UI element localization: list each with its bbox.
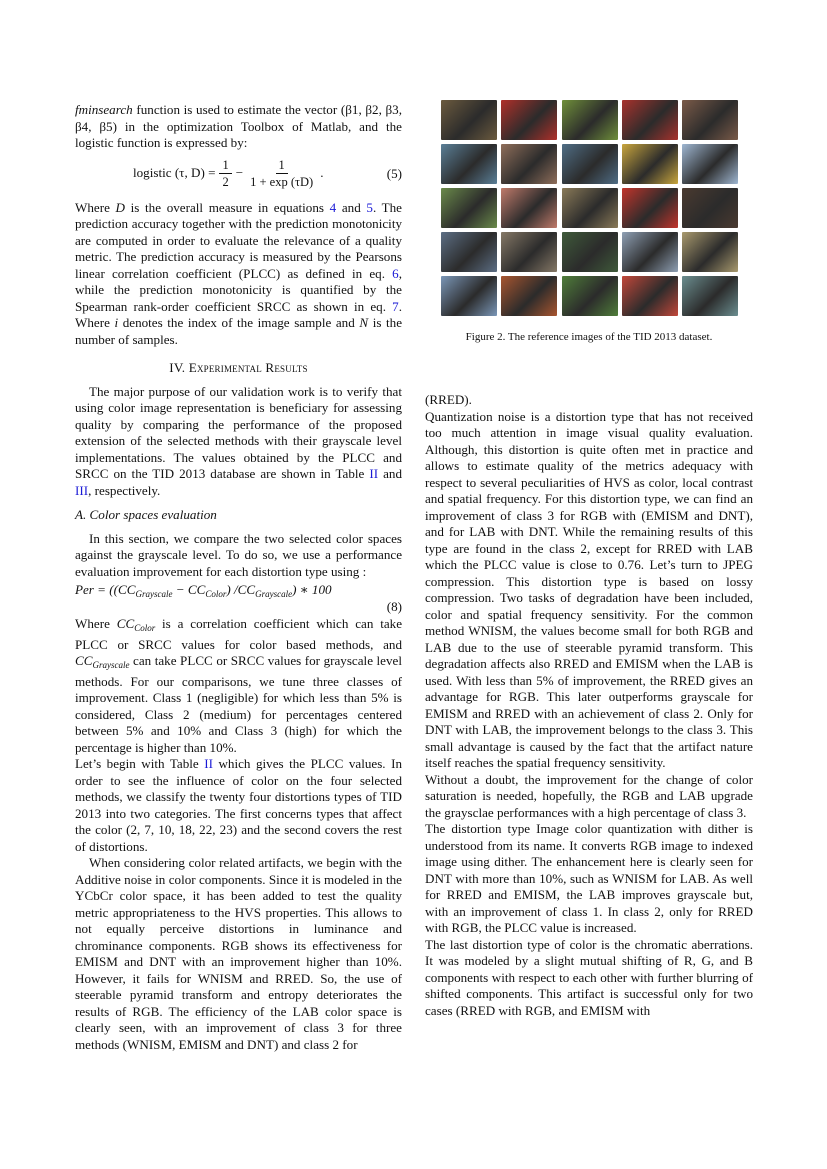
figure-thumbnail-grid xyxy=(441,100,738,316)
ref-eq-4[interactable]: 4 xyxy=(329,199,337,215)
eq5-dot: . xyxy=(320,164,324,180)
paragraph-correlation xyxy=(75,616,402,756)
right-column xyxy=(425,392,753,1019)
p5-text-a: Where xyxy=(75,616,117,631)
reference-image-thumbnail xyxy=(622,100,678,140)
reference-image-thumbnail xyxy=(501,276,557,316)
paragraph-color-artifacts: When considering color related artifacts, we begin with the Additive noise in color components. Since it is modeled in the YCbCr color space, it has been added to test the quality metric appropriateness to the HVS properties. This allows to not equally perceive distortions in luminance and chrominance components. RGB shows its effectiveness for EMISM and DNT with an improvement higher than 10%. However, it fails for WNISM and RRED. So, the use of steerable pyramid transform and entropy deteriorates the results of RGB. The efficiency of the LAB color space is clearly seen, with an improvement of class 3 for three methods (WNISM, EMISM and DNT) and class 2 for xyxy=(75,855,402,1052)
eq5-fraction-exp xyxy=(247,158,316,189)
reference-image-thumbnail xyxy=(562,100,618,140)
ref-table-ii-2[interactable]: II xyxy=(204,756,213,771)
paragraph-fminsearch: fminsearch function is used to estimate the vector (β1, β2, β3, β4, β5) in the optimization Toolbox of Matlab, and the logistic function is expressed by: xyxy=(75,102,402,150)
equation-8-body xyxy=(75,582,332,603)
reference-image-thumbnail xyxy=(441,232,497,272)
reference-image-thumbnail xyxy=(622,144,678,184)
left-column xyxy=(75,102,402,1053)
paragraph-fminsearch-rest: in the optimization Toolbox of Matlab, and the logistic function is expressed by: xyxy=(75,118,402,150)
eq5-f2-den: 1 + exp (τD) xyxy=(250,174,314,189)
p2-text-g: is the number of samples. xyxy=(75,315,403,347)
p5-text-c: can take PLCC or SRCC values for grayscale level methods. For our comparisons, we tune three classes of improvement. Class 1 (negligible) for which less than 5% is considered, Class 2 (medium) for percentages centered between 5% and 10% and Class 3 (high) for which the percentage is higher than 10%. xyxy=(75,653,402,755)
ref-table-ii[interactable]: II xyxy=(369,466,379,481)
eq8-sub-grayscale-1: Grayscale xyxy=(135,589,173,599)
reference-image-thumbnail xyxy=(441,188,497,228)
reference-image-thumbnail xyxy=(441,276,497,316)
reference-image-thumbnail xyxy=(622,188,678,228)
p2-text-f: denotes the index of the image sample and xyxy=(118,315,360,330)
p2-var-n: N xyxy=(359,315,369,330)
eq5-lhs: logistic (τ, D) = xyxy=(133,164,216,180)
p3-text-b: , respectively. xyxy=(88,482,161,498)
ref-eq-7[interactable]: 7 xyxy=(392,298,399,314)
fminsearch-term: fminsearch xyxy=(75,102,133,117)
reference-image-thumbnail xyxy=(562,276,618,316)
eq8-part-a: Per = ((CC xyxy=(75,582,136,597)
ref-eq-6[interactable]: 6 xyxy=(392,265,399,281)
eq8-sub-grayscale-2: Grayscale xyxy=(255,589,293,599)
paragraph-quantization: Quantization noise is a distortion type that has not received too much attention in image visual quality evaluation. Although, this distortion is quite often met in practice and allows to estimate quality of the metrics adequacy with respect to several peculiarities of HVS as color, local contrast and spatial frequency. For this distortion type, we can find an improvement of class 3 for RGB with (EMISM and DNT), and for LAB with DNT. While the remaining results of this type are found in the class 2, except for RRED with LAB which the PLCC value is close to 0.76. Let’s turn to JPEG compression. This distortion type is based on lossy compression. Two tasks of degradation have been included, color and spatial frequency sensitivity. For the common method WNISM, the values become small for both RGB and LAB due to the use of steerable pyramid transform. This degradation affects also RRED and EMISM when the LAB is used. With less than 5% of improvement, the RRED gives an advantage for RGB. This later outperforms grayscale for EMISM and RRED with an achievement of class 2. Only for DNT with LAB, the improvement belongs to the class 3. This small advantage is caused by the fact that the artifact nature itself reaches the spatial frequency sensitivity. xyxy=(425,408,753,770)
p3-text-a: The major purpose of our validation work is to verify that using color image representation is beneficiary for assessing quality by comparing the performance of the proposed extension of the selected methods with their grayscale level implementations. The values obtained by the PLCC and SRCC on the TID 2013 database are shown in Table xyxy=(75,383,402,481)
p5-var-cc2: CC xyxy=(75,653,93,668)
reference-image-thumbnail xyxy=(622,276,678,316)
p5-sub-color: Color xyxy=(134,623,156,633)
paragraph-chromatic: The last distortion type of color is the chromatic aberrations. It was modeled by a slight mutual shifting of R, G, and B components with respect to each other with further blurring of shifted components. This artifact is successful only for two cases (RRED with RGB, and EMISM with xyxy=(425,936,753,1018)
reference-image-thumbnail xyxy=(501,100,557,140)
reference-image-thumbnail xyxy=(501,188,557,228)
p2-var-i: i xyxy=(114,315,119,330)
p5-sub-grayscale: Grayscale xyxy=(92,660,130,670)
reference-image-thumbnail xyxy=(501,144,557,184)
paragraph-prediction xyxy=(75,200,402,349)
reference-image-thumbnail xyxy=(441,100,497,140)
p2-var-d: D xyxy=(115,199,126,215)
p5-var-cc: CC xyxy=(116,616,135,631)
eq8-part-d: ) ∗ 100 xyxy=(292,582,332,597)
paragraph-dither: The distortion type Image color quantization with dither is understood from its name. It converts RGB image to indexed image using dither. The enhancement here is clearly seen for DNT with more than 10%, such as WNISM for LAB. As well for RRED and EMISM, the LAB improves grayscale but, with an improvement of class 1. In class 2, only for RRED with RGB, the PLCC value is increased. xyxy=(425,821,753,935)
reference-image-thumbnail xyxy=(682,144,738,184)
eq5-fraction-half xyxy=(219,158,231,189)
eq5-f1-den: 2 xyxy=(222,174,229,189)
p2-text-e: . Where xyxy=(75,298,402,330)
p5-text-b: is a correlation coefficient which can take PLCC or SRCC values for color based methods, and xyxy=(75,616,402,652)
reference-image-thumbnail xyxy=(622,232,678,272)
p2-text-d: , while the prediction monotonicity is quantified by the Spearman rank-order coefficient SRCC as shown in eq. xyxy=(75,265,402,314)
p2-text-c: . The prediction accuracy together with the prediction monotonicity are computed in order to evaluate the relevance of a quality metric. The prediction accuracy is measured by the Pearsons linear correlation coefficient (PLCC) as defined in eq. xyxy=(75,199,402,281)
reference-image-thumbnail xyxy=(501,232,557,272)
eq5-number: (5) xyxy=(386,165,402,181)
paragraph-rred: (RRED). xyxy=(425,392,472,407)
ref-eq-5[interactable]: 5 xyxy=(366,199,373,215)
ref-table-iii[interactable]: III xyxy=(75,482,89,498)
figure-caption: Figure 2. The reference images of the TID 2013 dataset. xyxy=(465,331,713,343)
reference-image-thumbnail xyxy=(682,188,738,228)
p6-text-b: which gives the PLCC values. In order to see the influence of color on the four selected methods, we classify the twenty four distortions types of TID 2013 into two categories. The first concerns types that affect the color (2, 7, 10, 18, 22, 23) and the second covers the rest of distortions. xyxy=(75,756,402,854)
reference-image-thumbnail xyxy=(562,144,618,184)
p2-text-a: Where xyxy=(75,199,116,215)
paragraph-compare: In this section, we compare the two selected color spaces against the grayscale level. To do so, we use a performance evaluation improvement for each distortion type using : xyxy=(75,530,402,579)
equation-8 xyxy=(75,582,402,616)
eq5-minus: − xyxy=(235,164,244,180)
beta-vector: (β1, β2, β3, β4, β5) xyxy=(75,102,402,134)
reference-image-thumbnail xyxy=(682,100,738,140)
reference-image-thumbnail xyxy=(682,276,738,316)
eq8-sub-color: Color xyxy=(205,589,227,599)
section-title: IV. Experimental Results xyxy=(169,360,308,375)
equation-5-body xyxy=(133,158,324,189)
reference-image-thumbnail xyxy=(562,188,618,228)
eq8-part-b: − CC xyxy=(172,582,206,597)
p6-text-a: Let’s begin with Table xyxy=(75,756,205,771)
p2-text-and: and xyxy=(336,199,367,215)
p2-text-b: is the overall measure in equations xyxy=(125,199,330,215)
eq5-f2-num: 1 xyxy=(276,158,288,174)
paragraph-table-ii xyxy=(75,756,402,855)
equation-5 xyxy=(75,154,402,198)
reference-image-thumbnail xyxy=(682,232,738,272)
paragraph-saturation: Without a doubt, the improvement for the change of color saturation is needed, hopefully, the RGB and LAB upgrade the graysclae performances with a high percentage of class 3. xyxy=(425,771,753,820)
eq8-number: (8) xyxy=(386,599,402,614)
subsection-title: A. Color spaces evaluation xyxy=(75,507,217,522)
reference-image-thumbnail xyxy=(441,144,497,184)
paragraph-purpose xyxy=(75,384,402,500)
eq8-part-c: ) /CC xyxy=(226,582,256,597)
reference-image-thumbnail xyxy=(562,232,618,272)
p3-text-and: and xyxy=(378,466,402,481)
eq5-f1-num: 1 xyxy=(219,158,231,174)
